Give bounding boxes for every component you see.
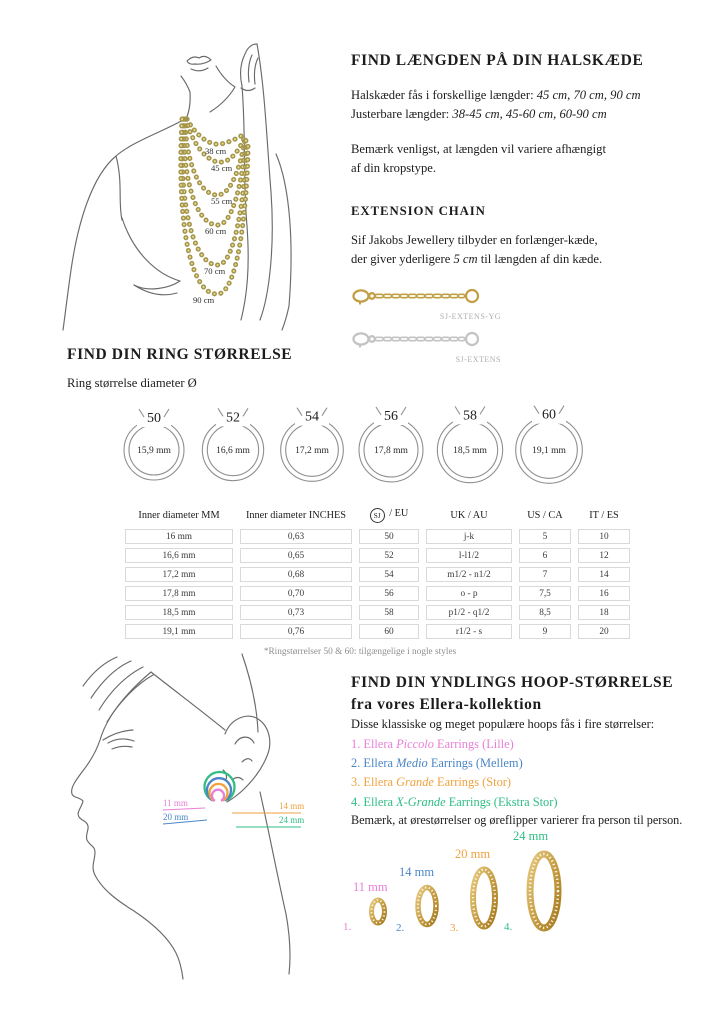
table-row [125,624,630,639]
table-cell: 18 [578,605,630,620]
ring-section-subtitle: Ring størrelse diameter Ø [67,376,197,390]
svg-text:50: 50 [147,411,161,426]
table-cell: 6 [519,548,571,563]
table-cell: j-k [426,529,512,544]
adjustable-lengths-line: Justerbare længder: 38-45 cm, 45-60 cm, 60-90 cm [351,107,607,122]
table-cell: 20 [578,624,630,639]
svg-text:55 cm: 55 cm [211,196,233,206]
svg-text:14 mm: 14 mm [399,865,435,879]
table-cell: r1/2 - s [426,624,512,639]
table-header-cell: IT / ES [589,510,619,521]
table-cell: 54 [359,567,419,582]
table-cell: 52 [359,548,419,563]
table-cell: 50 [359,529,419,544]
ring-diagram [509,398,588,488]
table-row [125,586,630,601]
svg-text:16,6 mm: 16,6 mm [216,446,250,456]
label-line-11mm [163,808,205,810]
table-cell: 0,73 [240,605,352,620]
ear-label-11mm: 11 mm [163,798,188,808]
hoop-product [343,880,388,933]
table-header-cell: Inner diameter INCHES [245,510,347,521]
table-row [125,529,630,544]
table-header-cell: SJ / EU [359,508,419,525]
ring-diagram [193,398,272,488]
hoop-size-list-item: 4. Ellera X-Grande Earrings (Ekstra Stor) [351,794,558,809]
svg-text:56: 56 [384,409,398,425]
table-cell: 0,68 [240,567,352,582]
svg-text:52: 52 [226,410,240,426]
ring-size-table [118,504,637,643]
table-row [125,605,630,620]
svg-text:3.: 3. [450,922,459,934]
hoop-size-list [351,735,724,812]
table-cell: 0,76 [240,624,352,639]
ring-table-block [118,504,619,657]
table-cell: 18,5 mm [125,605,233,620]
table-cell: 14 [578,567,630,582]
table-cell: 60 [359,624,419,639]
available-lengths-line: Halskæder fås i forskellige længder: 45 cm, 70 cm, 90 cm [351,88,641,103]
table-cell: 7 [519,567,571,582]
table-cell: 16,6 mm [125,548,233,563]
table-header-row [125,508,630,525]
svg-text:90 cm: 90 cm [193,295,215,305]
table-cell: 8,5 [519,605,571,620]
svg-text:18,5 mm: 18,5 mm [453,446,487,456]
table-cell: 5 [519,529,571,544]
svg-text:20 mm: 20 mm [455,847,491,861]
ring-section-title: FIND DIN RING STØRRELSE [67,346,293,363]
svg-text:11 mm: 11 mm [353,880,388,894]
ring-sizes-row [114,398,588,488]
ring-table-head [125,508,630,525]
ring-table-footnote: *Ringstørrelser 50 & 60: tilgængelige i nogle styles [263,647,457,657]
svg-text:15,9 mm: 15,9 mm [137,446,171,456]
necklace-title: FIND LÆNGDEN PÅ DIN HALSKÆDE [351,52,644,69]
table-cell: 12 [578,548,630,563]
sj-logo-icon: SJ [370,508,385,523]
woman-outline [63,44,291,330]
hoop-size-list-item: 2. Ellera Medio Earrings (Mellem) [351,756,523,771]
hoop-circle-11mm [212,790,224,801]
svg-text:17,8 mm: 17,8 mm [374,446,408,456]
svg-text:45 cm: 45 cm [211,163,233,173]
ear-label-24mm: 24 mm [279,815,305,825]
table-cell: m1/2 - n1/2 [426,567,512,582]
table-cell: 56 [359,586,419,601]
hoop-note: Bemærk, at ørestørrelser og øreflipper varierer fra person til person. [351,812,683,827]
silver-extension-chain-image [351,328,486,350]
table-cell: 10 [578,529,630,544]
extension-chain-images [351,285,724,364]
hoop-product [396,865,436,934]
ring-table-body [125,529,630,639]
svg-text:2.: 2. [396,922,405,934]
necklace-lengths [351,86,724,124]
ear-label-20mm: 20 mm [163,812,189,822]
table-cell: 7,5 [519,586,571,601]
table-header-cell: US / CA [527,510,563,521]
svg-text:58: 58 [463,408,477,424]
hoop-section [351,672,724,828]
svg-text:54: 54 [305,409,319,425]
table-cell: o - p [426,586,512,601]
hoop-product [450,847,495,934]
table-cell: p1/2 - q1/2 [426,605,512,620]
svg-text:17,2 mm: 17,2 mm [295,446,329,456]
table-cell: 0,70 [240,586,352,601]
table-cell: 0,63 [240,529,352,544]
svg-text:19,1 mm: 19,1 mm [532,446,566,456]
ring-diagram [272,398,351,488]
table-row [125,548,630,563]
ear-hoop-circles [205,772,235,801]
table-header-cell: Inner diameter MM [138,510,220,521]
svg-text:4.: 4. [504,921,513,933]
hoop-intro: Disse klassiske og meget populære hoops fås i fire størrelser: [351,716,655,731]
svg-text:70 cm: 70 cm [204,266,226,276]
svg-text:1.: 1. [343,921,352,933]
ring-diagram [114,398,193,488]
svg-text:60: 60 [542,407,556,423]
necklace-length-illustration [38,24,338,338]
table-cell: 16 mm [125,529,233,544]
svg-text:38 cm: 38 cm [205,146,227,156]
table-cell: 17,2 mm [125,567,233,582]
gold-extension-chain-image [351,285,486,307]
table-cell: 17,8 mm [125,586,233,601]
table-cell: 19,1 mm [125,624,233,639]
hoop-product [504,829,558,933]
hoop-size-list-item: 3. Ellera Grande Earrings (Stor) [351,775,512,790]
table-cell: 0,65 [240,548,352,563]
hoop-products-image [343,826,615,954]
gold-extension-sku: SJ-EXTENS-YG [439,311,501,321]
extension-chain-title: EXTENSION CHAIN [351,204,486,219]
table-cell: 58 [359,605,419,620]
ear-label-14mm: 14 mm [279,801,305,811]
hoop-title: FIND DIN YNDLINGS HOOP-STØRRELSE fra vores Ellera-kollektion [351,674,674,714]
table-cell: 16 [578,586,630,601]
silver-extension-sku: SJ-EXTENS [455,354,501,364]
ear-diagram-labels [163,798,304,827]
extension-chain-text: Sif Jakobs Jewellery tilbyder en forlænger-kæde, der giver yderligere 5 cm til længden af din kæde. [351,233,603,266]
ring-diagram [430,398,509,488]
table-cell: 9 [519,624,571,639]
table-cell: l-l1/2 [426,548,512,563]
necklace-section [351,50,724,371]
hoop-size-list-item: 1. Ellera Piccolo Earrings (Lille) [351,736,514,751]
ring-diagram [351,398,430,488]
table-header-cell: UK / AU [450,510,488,521]
table-row [125,567,630,582]
necklace-note: Bemærk venligst, at længden vil variere afhængigt af din kropstype. [351,142,606,176]
svg-text:60 cm: 60 cm [205,226,227,236]
svg-text:24 mm: 24 mm [513,829,549,843]
hoop-products-groups [343,829,558,934]
hoop-size-illustration [55,652,335,982]
